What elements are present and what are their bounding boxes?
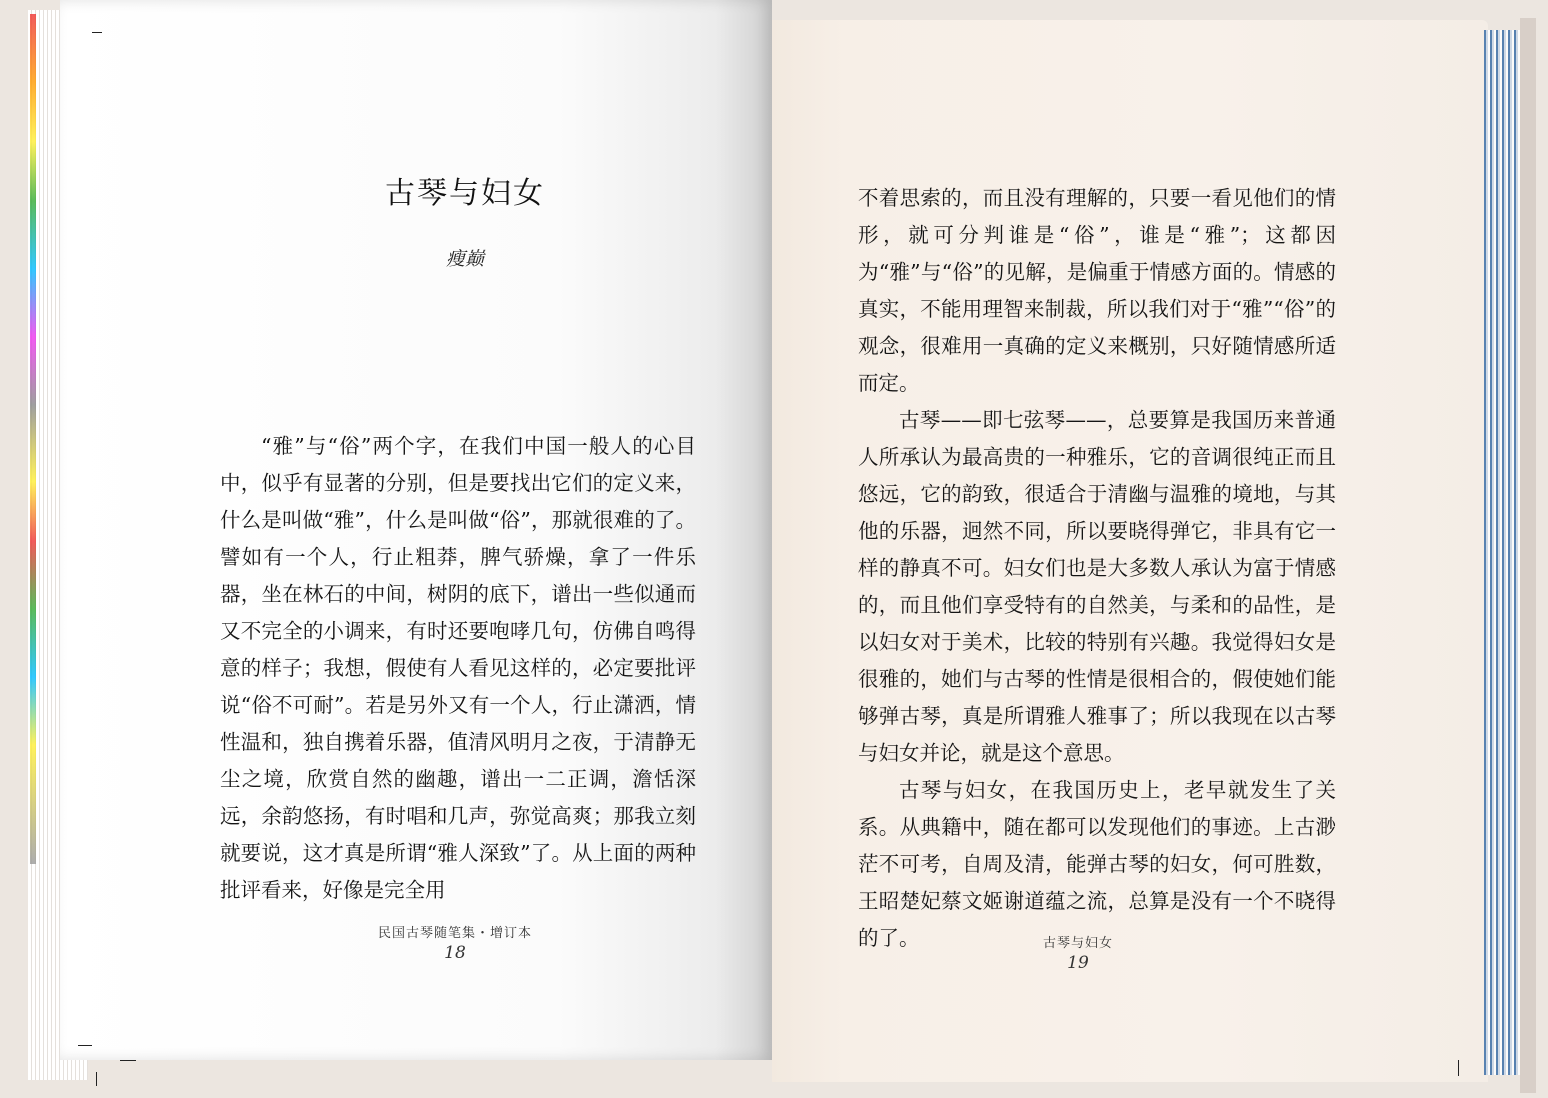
page-number: 19 (1067, 953, 1089, 973)
paragraph: 古琴与妇女，在我国历史上，老早就发生了关系。从典籍中，随在都可以发现他们的事迹。上古渺茫不可考，自周及清，能弹古琴的妇女，何可胜数，王昭楚妃蔡文姬谢道蕴之流，总算是没有一个不晓得的了。 (858, 778, 1336, 950)
paragraph: 不着思索的，而且没有理解的，只要一看见他们的情形，就可分判谁是“俗”，谁是“雅”；这都因为“雅”与“俗”的见解，是偏重于情感方面的。情感的真实，不能用理智来制裁，所以我们对于“雅”“俗”的观念，很难用一真确的定义来概别，只好随情感所适而定。 (858, 186, 1336, 395)
left-page-footer (325, 922, 585, 963)
right-page-body (858, 180, 1336, 957)
left-page-body (220, 428, 696, 909)
page-number: 18 (444, 943, 466, 963)
crop-mark (120, 1060, 136, 1061)
crop-mark (78, 1045, 92, 1046)
crop-mark (92, 32, 102, 33)
book-cover-edge (1520, 18, 1536, 1093)
page-edges-right (1484, 30, 1524, 1075)
running-footer-title: 古琴与妇女 (1042, 936, 1113, 951)
running-footer-title: 民国古琴随笔集・增订本 (377, 926, 532, 941)
article-title: 古琴与妇女 (385, 176, 545, 211)
right-page-footer (948, 932, 1208, 973)
paragraph: “雅”与“俗”两个字，在我们中国一般人的心目中，似乎有显著的分别，但是要找出它们的定义来，什么是叫做“雅”，什么是叫做“俗”，那就很难的了。譬如有一个人，行止粗莽，脾气骄燥，拿了一件乐器，坐在林石的中间，树阴的底下，谱出一些似通而又不完全的小调来，有时还要咆哮几句，仿佛自鸣得意的样子；我想，假使有人看见这样的，必定要批评说“俗不可耐”。若是另外又有一个人，行止潇洒，情性温和，独自携着乐器，值清风明月之夜，于清静无尘之境，欣赏自然的幽趣，谱出一二正调，澹恬深远，余韵悠扬，有时唱和几声，弥觉高爽；那我立刻就要说，这才真是所谓“雅人深致”了。从上面的两种批评看来，好像是完全用 (220, 434, 696, 902)
crop-mark (96, 1072, 97, 1086)
crop-mark (1458, 1060, 1459, 1076)
article-author: 瘦巅 (445, 248, 484, 270)
paragraph: 古琴——即七弦琴——，总要算是我国历来普通人所承认为最高贵的一种雅乐，它的音调很纯正而且悠远，它的韵致，很适合于清幽与温雅的境地，与其他的乐器，迥然不同，所以要晓得弹它，非具有它一样的静真不可。妇女们也是大多数人承认为富于情感的，而且他们享受特有的自然美，与柔和的品性，是以妇女对于美术，比较的特别有兴趣。我觉得妇女是很雅的，她们与古琴的性情是很相合的，假使她们能够弹古琴，真是所谓雅人雅事了；所以我现在以古琴与妇女并论，就是这个意思。 (858, 408, 1336, 765)
color-calibration-strip (30, 14, 36, 864)
